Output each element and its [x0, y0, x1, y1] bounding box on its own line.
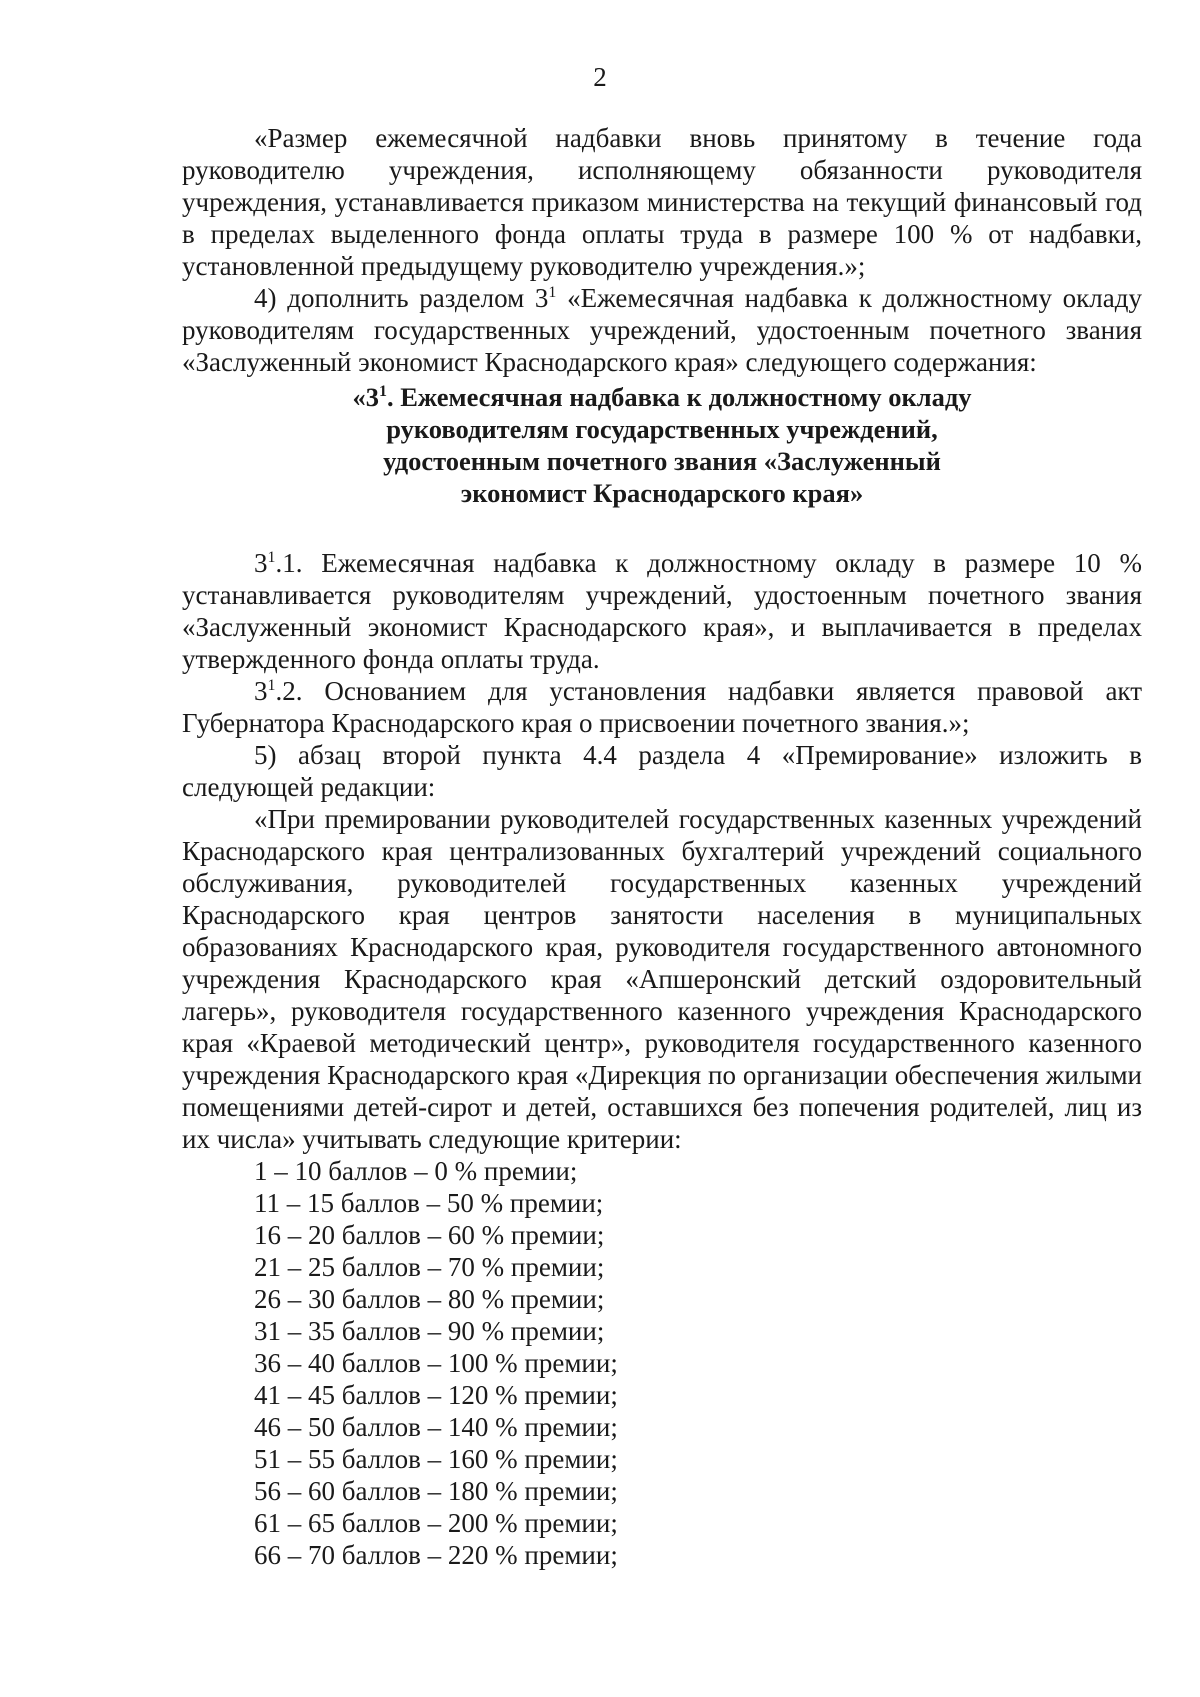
criteria-item: 66 – 70 баллов – 220 % премии; — [254, 1540, 618, 1570]
heading-line-1-end: . Ежемесячная надбавка к должностному окладу — [386, 382, 972, 412]
criteria-item: 51 – 55 баллов – 160 % премии; — [254, 1444, 618, 1474]
heading-line-3: удостоенным почетного звания «Заслуженный — [383, 446, 941, 476]
heading-superscript: 1 — [378, 383, 387, 401]
heading-line-1-start: «3 — [352, 382, 379, 412]
paragraph-bonus-quote: «При премировании руководителей государственных казенных учреждений Краснодарского края централизованных бухгалтерий учреждений социального обслуживания, руководителей государственных казенных учреждений Краснодарского края центров занятости населения в муниципальных образованиях Краснодарского края, руководителя государственного автономного учреждения Краснодарского края «Апшеронский детский оздоровительный лагерь», руководителя государственного казенного учреждения Краснодарского края «Краевой методический центр», руководителя государственного казенного учреждения Краснодарского края «Дирекция по организации обеспечения жилыми помещениями детей-сирот и детей, оставшихся без попечения родителей, лиц из их числа» учитывать следующие критерии: — [182, 804, 1142, 1154]
clause-3-1-1-superscript: 1 — [267, 549, 276, 566]
criteria-item: 61 – 65 баллов – 200 % премии; — [254, 1508, 618, 1538]
clause-3-1-1-number: 3 — [254, 548, 268, 578]
heading-line-2: руководителям государственных учреждений, — [386, 414, 938, 444]
paragraph-item-4 — [182, 282, 1142, 378]
item4-superscript: 1 — [548, 284, 557, 301]
criteria-item: 26 – 30 баллов – 80 % премии; — [254, 1284, 605, 1314]
paragraph-item-5: 5) абзац второй пункта 4.4 раздела 4 «Премирование» изложить в следующей редакции: — [182, 740, 1142, 802]
criteria-item: 56 – 60 баллов – 180 % премии; — [254, 1476, 618, 1506]
clause-3-1-1 — [182, 547, 1142, 675]
paragraph-monthly-allowance: «Размер ежемесячной надбавки вновь принятому в течение года руководителю учреждения, исполняющему обязанности руководителя учреждения, устанавливается приказом министерства на текущий финансовый год в пределах выделенного фонда оплаты труда в размере 100 % от надбавки, установленной предыдущему руководителю учреждения.»; — [182, 123, 1142, 281]
clause-3-1-2-number: 3 — [254, 676, 268, 706]
clause-3-1-2-text: .2. Основанием для установления надбавки является правовой акт Губернатора Краснодарского края о присвоении почетного звания.»; — [182, 676, 1142, 738]
clause-3-1-2 — [182, 675, 1142, 739]
section-heading — [182, 381, 1142, 509]
criteria-item: 41 – 45 баллов – 120 % премии; — [254, 1380, 618, 1410]
spacer — [182, 509, 1142, 547]
criteria-item: 16 – 20 баллов – 60 % премии; — [254, 1220, 605, 1250]
clause-3-1-2-superscript: 1 — [267, 677, 276, 694]
criteria-item: 21 – 25 баллов – 70 % премии; — [254, 1252, 605, 1282]
clause-3-1-1-text: .1. Ежемесячная надбавка к должностному окладу в размере 10 % устанавливается руководителям учреждений, удостоенным почетного звания «Заслуженный экономист Краснодарского края», и выплачивается в пределах утвержденного фонда оплаты труда. — [182, 548, 1142, 674]
item4-text-before: 4) дополнить разделом 3 — [254, 283, 549, 313]
page-number: 2 — [593, 62, 607, 92]
criteria-item: 46 – 50 баллов – 140 % премии; — [254, 1412, 618, 1442]
heading-line-4: экономист Краснодарского края» — [460, 478, 864, 508]
criteria-item: 31 – 35 баллов – 90 % премии; — [254, 1316, 605, 1346]
criteria-item: 36 – 40 баллов – 100 % премии; — [254, 1348, 618, 1378]
criteria-item: 11 – 15 баллов – 50 % премии; — [254, 1188, 604, 1218]
document-body — [182, 122, 1142, 1571]
criteria-list — [182, 1155, 1142, 1571]
criteria-item: 1 – 10 баллов – 0 % премии; — [254, 1156, 578, 1186]
heading-line-1 — [182, 381, 1142, 413]
item4-text-after: «Ежемесячная надбавка к должностному окладу руководителям государственных учреждений, удостоенным почетного звания «Заслуженный экономист Краснодарского края» следующего содержания: — [182, 283, 1142, 377]
